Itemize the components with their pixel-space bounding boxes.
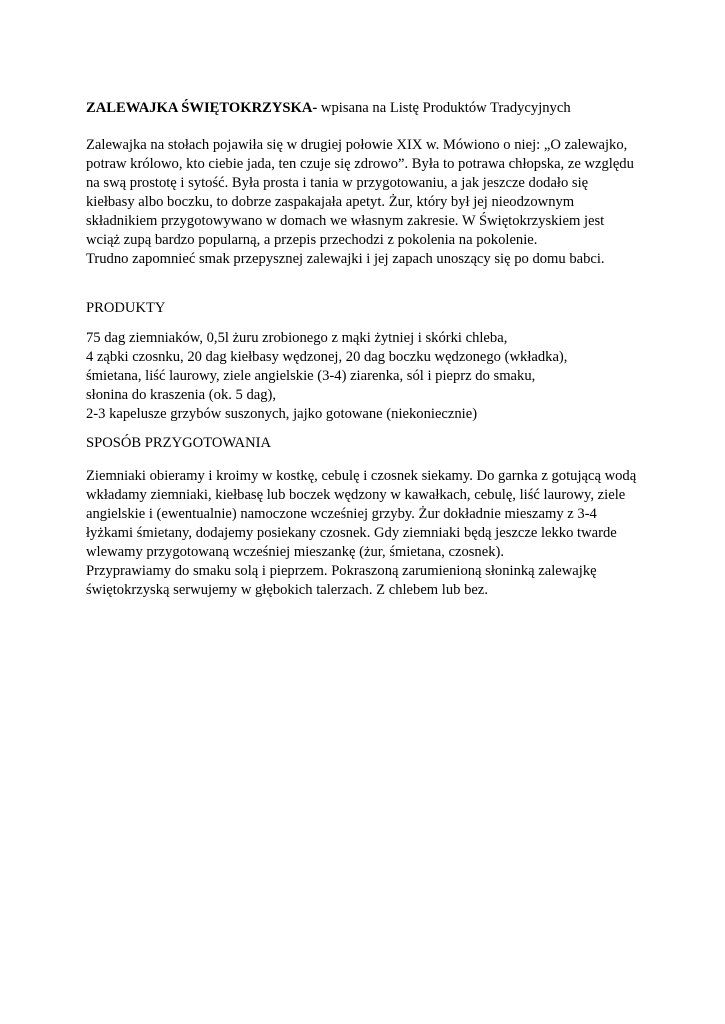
title-bold-text: ZALEWAJKA ŚWIĘTOKRZYSKA- [86,100,318,116]
intro-line: Trudno zapomnieć smak przepysznej zalewajki i jej zapach unoszący się po domu babci. [86,251,605,267]
intro-line: wciąż zupą bardzo popularną, a przepis przechodzi z pokolenia na pokolenie. [86,232,538,248]
intro-line: na swą prostotę i sytość. Była prosta i tania w przygotowaniu, a jak jeszcze dodało się [86,175,589,191]
intro-line: potraw królowo, kto ciebie jada, ten czuje się zdrowo”. Była to potrawa chłopska, ze względu [86,156,634,172]
intro-line: składnikiem przygotowywano w domach we własnym zakresie. W Świętokrzyskiem jest [86,213,605,229]
intro-line: kiełbasy albo boczku, to dobrze zaspakajała apetyt. Żur, który był jej nieodzownym [86,194,575,210]
product-line: śmietana, liść laurowy, ziele angielskie (3-4) ziarenka, sól i pieprz do smaku, [86,368,536,384]
products-list [86,329,666,424]
products-heading: PRODUKTY [86,300,166,316]
intro-paragraph [86,136,666,269]
method-line: świętokrzyską serwujemy w głębokich talerzach. Z chlebem lub bez. [86,582,488,598]
method-line: wkładamy ziemniaki, kiełbasę lub boczek wędzony w kawałkach, cebulę, liść laurowy, ziele [86,487,626,503]
method-line: Przyprawiamy do smaku solą i pieprzem. Pokraszoną zarumienioną słoninką zalewajkę [86,563,597,579]
method-line: Ziemniaki obieramy i kroimy w kostkę, cebulę i czosnek siekamy. Do garnka z gotującą wodą [86,468,637,484]
product-line: 4 ząbki czosnku, 20 dag kiełbasy wędzonej, 20 dag boczku wędzonego (wkładka), [86,349,568,365]
product-line: 2-3 kapelusze grzybów suszonych, jajko gotowane (niekoniecznie) [86,406,478,422]
document-title [86,99,571,118]
product-line: słonina do kraszenia (ok. 5 dag), [86,387,277,403]
method-heading: SPOSÓB PRZYGOTOWANIA [86,435,272,451]
title-subtitle-text: wpisana na Listę Produktów Tradycyjnych [320,100,571,116]
method-line: łyżkami śmietany, dodajemy posiekany czosnek. Gdy ziemniaki będą jeszcze lekko twarde [86,525,617,541]
method-line: angielskie i (ewentualnie) namoczone wcześniej grzyby. Żur dokładnie mieszamy z 3-4 [86,506,597,522]
product-line: 75 dag ziemniaków, 0,5l żuru zrobionego z mąki żytniej i skórki chleba, [86,330,508,346]
method-paragraph [86,467,666,600]
intro-line: Zalewajka na stołach pojawiła się w drugiej połowie XIX w. Mówiono o niej: „O zalewajko, [86,137,628,153]
method-line: wlewamy przygotowaną wcześniej mieszankę (żur, śmietana, czosnek). [86,544,505,560]
